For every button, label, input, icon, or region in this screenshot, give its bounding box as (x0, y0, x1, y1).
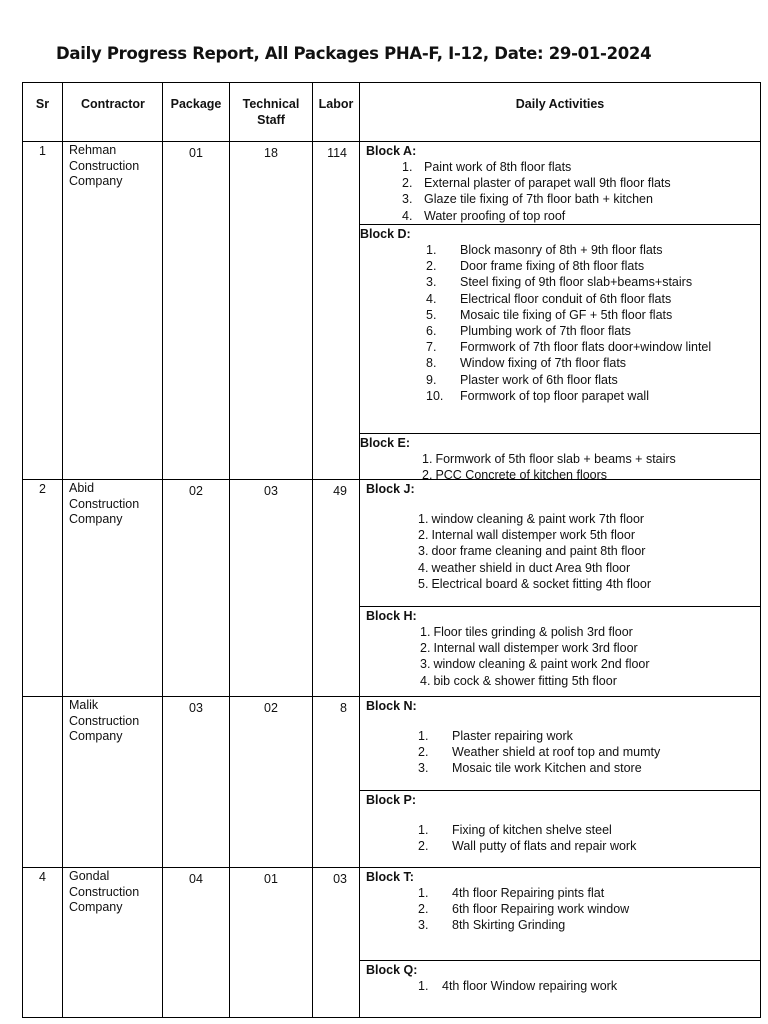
item-number: 1. (418, 512, 429, 526)
list-item (418, 728, 756, 744)
item-number: 3. (426, 275, 437, 290)
cell-sr (23, 697, 63, 868)
header-labor: Labor (313, 83, 360, 142)
cell-technical-staff: 01 (230, 868, 313, 1018)
activity-list (366, 511, 756, 592)
item-number: 1. (422, 452, 433, 466)
item-text: door frame cleaning and paint 8th floor (431, 544, 646, 559)
activity-block (360, 142, 760, 224)
table-row (23, 142, 761, 480)
cell-contractor: Gondal Construction Company (63, 868, 163, 1018)
item-text: Glaze tile fixing of 7th floor bath + kitchen (424, 192, 653, 207)
list-item (418, 978, 756, 994)
cell-technical-staff: 03 (230, 480, 313, 697)
item-text: Paint work of 8th floor flats (424, 160, 572, 174)
block-name: Block J: (366, 482, 415, 496)
cell-labor: 49 (313, 480, 360, 697)
activity-block (360, 480, 760, 606)
item-text: 8th Skirting Grinding (452, 918, 566, 933)
header-sr: Sr (23, 83, 63, 142)
item-number: 6. (426, 324, 437, 339)
list-item (418, 560, 756, 576)
item-text: Plumbing work of 7th floor flats (460, 324, 631, 339)
item-number: 8. (426, 356, 437, 371)
cell-labor: 8 (313, 697, 360, 868)
item-number: 4. (402, 208, 413, 223)
list-item (426, 355, 756, 371)
list-item (402, 159, 756, 175)
activity-list (366, 242, 756, 404)
activity-list (366, 159, 756, 224)
list-item (422, 451, 756, 467)
cell-contractor: Abid Construction Company (63, 480, 163, 697)
item-text: Door frame fixing of 8th floor flats (460, 259, 645, 274)
cell-labor: 03 (313, 868, 360, 1018)
item-text: window cleaning & paint work 2nd floor (433, 657, 650, 672)
item-text: bib cock & shower fitting 5th floor (433, 673, 617, 688)
list-item (418, 822, 756, 838)
item-number: 2. (418, 839, 429, 854)
list-item (418, 760, 756, 776)
item-text: External plaster of parapet wall 9th floor flats (424, 176, 671, 191)
item-number: 1. (418, 886, 429, 900)
item-text: 4th floor Window repairing work (442, 979, 618, 993)
activity-block (360, 697, 760, 790)
list-item (418, 511, 756, 527)
item-number: 3. (420, 657, 431, 672)
block-name: Block A: (366, 144, 417, 158)
list-item (426, 323, 756, 339)
header-daily-activities: Daily Activities (360, 83, 761, 142)
activity-list (366, 978, 756, 994)
list-item (402, 208, 756, 224)
item-text: Steel fixing of 9th floor slab+beams+stairs (460, 275, 693, 290)
item-text: Plaster work of 6th floor flats (460, 372, 618, 387)
list-item (418, 576, 756, 592)
list-item (426, 388, 756, 404)
list-item (420, 640, 756, 656)
list-item (418, 917, 756, 933)
item-number: 1. (402, 160, 413, 174)
item-text: 6th floor Repairing work window (452, 902, 630, 917)
block-name: Block E: (360, 436, 411, 450)
cell-technical-staff: 02 (230, 697, 313, 868)
cell-labor: 114 (313, 142, 360, 480)
item-text: Electrical floor conduit of 6th floor flats (460, 291, 672, 306)
cell-contractor: Malik Construction Company (63, 697, 163, 868)
list-item (426, 242, 756, 258)
header-contractor: Contractor (63, 83, 163, 142)
list-item (426, 258, 756, 274)
activity-block (360, 868, 760, 960)
item-number: 10. (426, 388, 444, 403)
progress-table (22, 82, 761, 1018)
list-item (402, 175, 756, 191)
item-text: Water proofing of top roof (424, 208, 566, 223)
list-item (426, 372, 756, 388)
list-item (402, 191, 756, 207)
item-number: 1. (420, 625, 431, 639)
header-technical-staff: Technical Staff (230, 83, 313, 142)
cell-contractor: Rehman Construction Company (63, 142, 163, 480)
activity-list (366, 822, 756, 854)
item-text: Mosaic tile work Kitchen and store (452, 761, 642, 776)
item-text: Block masonry of 8th + 9th floor flats (460, 243, 663, 257)
cell-package: 04 (163, 868, 230, 1018)
item-number: 4. (426, 291, 437, 306)
list-item (422, 467, 756, 479)
item-number: 3. (418, 544, 429, 559)
item-text: Internal wall distemper work 3rd floor (433, 641, 638, 656)
list-item (418, 744, 756, 760)
item-text: weather shield in duct Area 9th floor (431, 560, 631, 575)
item-text: Mosaic tile fixing of GF + 5th floor flats (460, 307, 673, 322)
item-number: 5. (426, 307, 437, 322)
item-number: 3. (402, 192, 413, 207)
item-number: 1. (418, 823, 429, 837)
item-text: Fixing of kitchen shelve steel (452, 823, 612, 837)
item-text: Formwork of top floor parapet wall (460, 388, 649, 403)
item-number: 4. (420, 673, 431, 688)
item-text: Formwork of 5th floor slab + beams + stairs (435, 452, 676, 466)
cell-package: 02 (163, 480, 230, 697)
item-number: 7. (426, 340, 437, 355)
activity-list (366, 885, 756, 934)
item-number: 2. (426, 259, 437, 274)
cell-sr: 2 (23, 480, 63, 697)
list-item (426, 274, 756, 290)
cell-sr: 1 (23, 142, 63, 480)
list-item (426, 307, 756, 323)
activity-block (360, 433, 760, 479)
cell-daily-activities (360, 868, 761, 1018)
activity-block (360, 224, 760, 433)
cell-sr: 4 (23, 868, 63, 1018)
activity-block (360, 606, 760, 696)
item-number: 2. (422, 468, 433, 479)
item-text: 4th floor Repairing pints flat (452, 886, 605, 900)
activity-list (366, 451, 756, 479)
item-number: 2. (402, 176, 413, 191)
list-item (426, 339, 756, 355)
activity-list (366, 624, 756, 689)
item-number: 4. (418, 560, 429, 575)
item-number: 9. (426, 372, 437, 387)
block-name: Block P: (366, 793, 417, 807)
item-text: Wall putty of flats and repair work (452, 839, 637, 854)
item-number: 1. (418, 979, 429, 993)
item-number: 2. (420, 641, 431, 656)
item-number: 3. (418, 761, 429, 776)
block-name: Block D: (360, 227, 411, 241)
cell-daily-activities (360, 697, 761, 868)
item-number: 1. (426, 243, 437, 257)
item-text: Window fixing of 7th floor flats (460, 356, 627, 371)
list-item (418, 527, 756, 543)
list-item (420, 656, 756, 672)
cell-package: 03 (163, 697, 230, 868)
cell-daily-activities (360, 480, 761, 697)
item-text: Plaster repairing work (452, 729, 573, 743)
table-row (23, 480, 761, 697)
list-item (418, 901, 756, 917)
item-text: Electrical board & socket fitting 4th floor (431, 576, 651, 591)
item-text: Formwork of 7th floor flats door+window lintel (460, 340, 712, 355)
activity-list (366, 728, 756, 777)
item-number: 1. (418, 729, 429, 743)
table-row (23, 697, 761, 868)
list-item (420, 624, 756, 640)
item-number: 5. (418, 576, 429, 591)
block-name: Block Q: (366, 963, 418, 977)
header-package: Package (163, 83, 230, 142)
item-text: PCC Concrete of kitchen floors (435, 468, 608, 479)
item-number: 2. (418, 528, 429, 543)
cell-technical-staff: 18 (230, 142, 313, 480)
table-row (23, 868, 761, 1018)
block-name: Block T: (366, 870, 414, 884)
header-row (23, 83, 761, 142)
block-name: Block N: (366, 699, 417, 713)
list-item (418, 543, 756, 559)
item-number: 2. (418, 745, 429, 760)
block-name: Block H: (366, 609, 417, 623)
list-item (418, 885, 756, 901)
list-item (420, 673, 756, 689)
item-text: Weather shield at roof top and mumty (452, 745, 661, 760)
list-item (426, 291, 756, 307)
cell-package: 01 (163, 142, 230, 480)
report-title: Daily Progress Report, All Packages PHA-F, I-12, Date: 29-01-2024 (56, 44, 652, 63)
activity-block (360, 960, 760, 1017)
list-item (418, 838, 756, 854)
item-text: Internal wall distemper work 5th floor (431, 528, 635, 543)
cell-daily-activities (360, 142, 761, 480)
item-number: 3. (418, 918, 429, 933)
activity-block (360, 790, 760, 867)
item-text: Floor tiles grinding & polish 3rd floor (433, 625, 633, 639)
item-number: 2. (418, 902, 429, 917)
item-text: window cleaning & paint work 7th floor (431, 512, 645, 526)
